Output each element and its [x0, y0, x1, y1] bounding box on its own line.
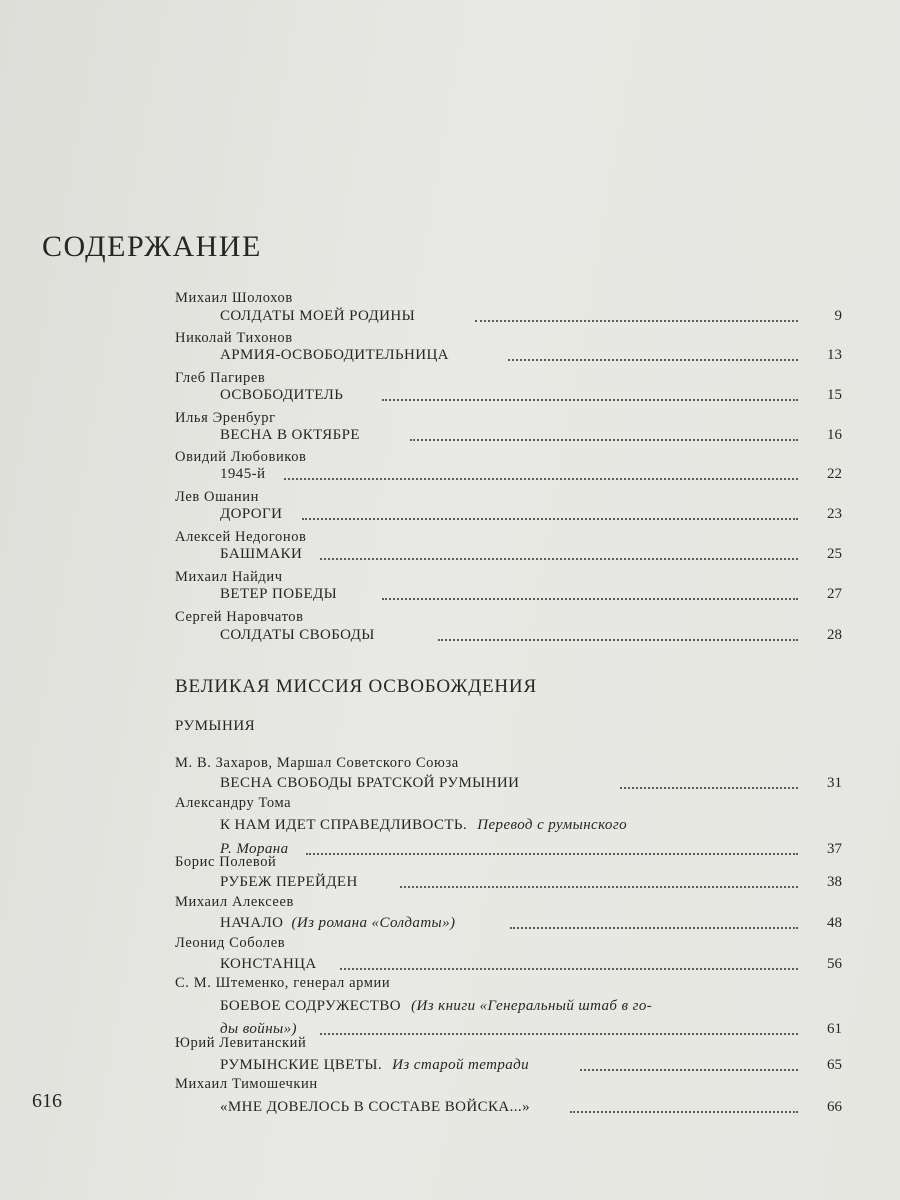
- toc-author: С. М. Штеменко, генерал армии: [175, 975, 391, 991]
- toc-entry[interactable]: [220, 583, 842, 603]
- toc-entry-title: КОНСТАНЦА: [220, 956, 317, 972]
- toc-entry[interactable]: [220, 424, 842, 444]
- toc-author: Юрий Левитанский: [175, 1035, 307, 1051]
- toc-page-number: 66: [827, 1099, 842, 1115]
- dot-leader: [620, 787, 798, 789]
- dot-leader: [302, 518, 798, 520]
- toc-author: Глеб Пагирев: [175, 370, 266, 386]
- page-number: 616: [32, 1090, 62, 1112]
- toc-page-number: 48: [827, 915, 842, 931]
- dot-leader: [580, 1069, 798, 1071]
- toc-entry-title-line: [220, 915, 455, 932]
- toc-author: Лев Ошанин: [175, 489, 259, 505]
- toc-page-number: 15: [827, 387, 842, 403]
- dot-leader: [410, 439, 798, 441]
- toc-entry[interactable]: [220, 871, 842, 891]
- toc-entry-note: (Из книги «Генеральный штаб в го-: [411, 998, 653, 1014]
- toc-entry[interactable]: [220, 463, 842, 483]
- dot-leader: [320, 558, 798, 560]
- toc-entry-title: ОСВОБОДИТЕЛЬ: [220, 387, 344, 403]
- toc-author: Борис Полевой: [175, 854, 277, 870]
- toc-entry[interactable]: [220, 1096, 842, 1116]
- toc-entry-note: (Из романа «Солдаты»): [291, 915, 456, 931]
- toc-entry-title: РУМЫНСКИЕ ЦВЕТЫ.: [220, 1057, 382, 1073]
- toc-entry[interactable]: [220, 543, 842, 563]
- dot-leader: [400, 886, 798, 888]
- dot-leader: [306, 853, 798, 855]
- toc-entry-title: К НАМ ИДЕТ СПРАВЕДЛИВОСТЬ.: [220, 817, 468, 833]
- toc-page-number: 56: [827, 956, 842, 972]
- toc-entry-title: ВЕСНА СВОБОДЫ БРАТСКОЙ РУМЫНИИ: [220, 775, 520, 791]
- dot-leader: [438, 639, 798, 641]
- toc-author: Михаил Алексеев: [175, 894, 294, 910]
- toc-entry[interactable]: [220, 995, 842, 1015]
- page-title: СОДЕРЖАНИЕ: [42, 230, 262, 263]
- toc-author: Александру Тома: [175, 795, 292, 811]
- toc-entry-title: РУБЕЖ ПЕРЕЙДЕН: [220, 874, 358, 890]
- toc-entry[interactable]: [220, 1054, 842, 1074]
- toc-entry-continuation-text: Р. Морана: [220, 841, 289, 857]
- toc-author: Овидий Любовиков: [175, 449, 307, 465]
- toc-page-number: 25: [827, 546, 842, 562]
- toc-entry-title: СОЛДАТЫ МОЕЙ РОДИНЫ: [220, 308, 416, 324]
- toc-entry-title: СОЛДАТЫ СВОБОДЫ: [220, 627, 375, 643]
- toc-page-number: 13: [827, 347, 842, 363]
- toc-entry-title: ВЕТЕР ПОБЕДЫ: [220, 586, 338, 602]
- toc-entry-title-line: [220, 1057, 529, 1074]
- toc-author: Сергей Наровчатов: [175, 609, 304, 625]
- toc-entry-title-line: [220, 998, 652, 1015]
- dot-leader: [284, 478, 798, 480]
- toc-author: Михаил Тимошечкин: [175, 1076, 318, 1092]
- toc-entry-continuation[interactable]: [220, 838, 842, 858]
- toc-page-number: 27: [827, 586, 842, 602]
- toc-author: Леонид Соболев: [175, 935, 286, 951]
- toc-entry[interactable]: [220, 624, 842, 644]
- toc-author: Михаил Шолохов: [175, 290, 293, 306]
- dot-leader: [570, 1111, 798, 1113]
- dot-leader: [340, 968, 798, 970]
- toc-page-number: 28: [827, 627, 842, 643]
- toc-entry[interactable]: [220, 772, 842, 792]
- section-title: ВЕЛИКАЯ МИССИЯ ОСВОБОЖДЕНИЯ: [175, 676, 537, 697]
- toc-page-number: 31: [827, 775, 842, 791]
- toc-page-number: 61: [827, 1021, 842, 1037]
- toc-entry[interactable]: [220, 344, 842, 364]
- toc-entry-continuation-text: ды войны»): [220, 1021, 297, 1037]
- dot-leader: [382, 598, 798, 600]
- toc-page-number: 38: [827, 874, 842, 890]
- toc-author: М. В. Захаров, Маршал Советского Союза: [175, 755, 459, 771]
- toc-entry-title: «МНЕ ДОВЕЛОСЬ В СОСТАВЕ ВОЙСКА...»: [220, 1099, 530, 1115]
- toc-entry-title-line: [220, 817, 627, 834]
- toc-entry-title: ДОРОГИ: [220, 506, 283, 522]
- toc-entry-title: АРМИЯ-ОСВОБОДИТЕЛЬНИЦА: [220, 347, 449, 363]
- toc-author: Илья Эренбург: [175, 410, 276, 426]
- toc-entry-continuation[interactable]: [220, 1018, 842, 1038]
- toc-author: Алексей Недогонов: [175, 529, 307, 545]
- toc-page-number: 9: [834, 308, 842, 324]
- toc-page-number: 16: [827, 427, 842, 443]
- dot-leader: [382, 399, 798, 401]
- subsection-title: РУМЫНИЯ: [175, 718, 256, 734]
- toc-entry-title: БАШМАКИ: [220, 546, 303, 562]
- toc-entry[interactable]: [220, 814, 842, 834]
- toc-page-number: 22: [827, 466, 842, 482]
- toc-entry-title: НАЧАЛО: [220, 915, 284, 931]
- toc-entry[interactable]: [220, 305, 842, 325]
- toc-entry-title: 1945-й: [220, 466, 266, 482]
- toc-author: Николай Тихонов: [175, 330, 293, 346]
- dot-leader: [475, 320, 798, 322]
- toc-page-number: 23: [827, 506, 842, 522]
- toc-entry-note: Перевод с румынского: [477, 817, 627, 833]
- toc-entry[interactable]: [220, 953, 842, 973]
- toc-entry[interactable]: [220, 912, 842, 932]
- toc-page-number: 37: [827, 841, 842, 857]
- toc-entry-title: БОЕВОЕ СОДРУЖЕСТВО: [220, 998, 401, 1014]
- dot-leader: [510, 927, 798, 929]
- toc-entry[interactable]: [220, 384, 842, 404]
- dot-leader: [508, 359, 798, 361]
- toc-entry-note: Из старой тетради: [392, 1057, 530, 1073]
- toc-page-number: 65: [827, 1057, 842, 1073]
- toc-author: Михаил Найдич: [175, 569, 283, 585]
- toc-entry[interactable]: [220, 503, 842, 523]
- toc-entry-title: ВЕСНА В ОКТЯБРЕ: [220, 427, 360, 443]
- dot-leader: [320, 1033, 798, 1035]
